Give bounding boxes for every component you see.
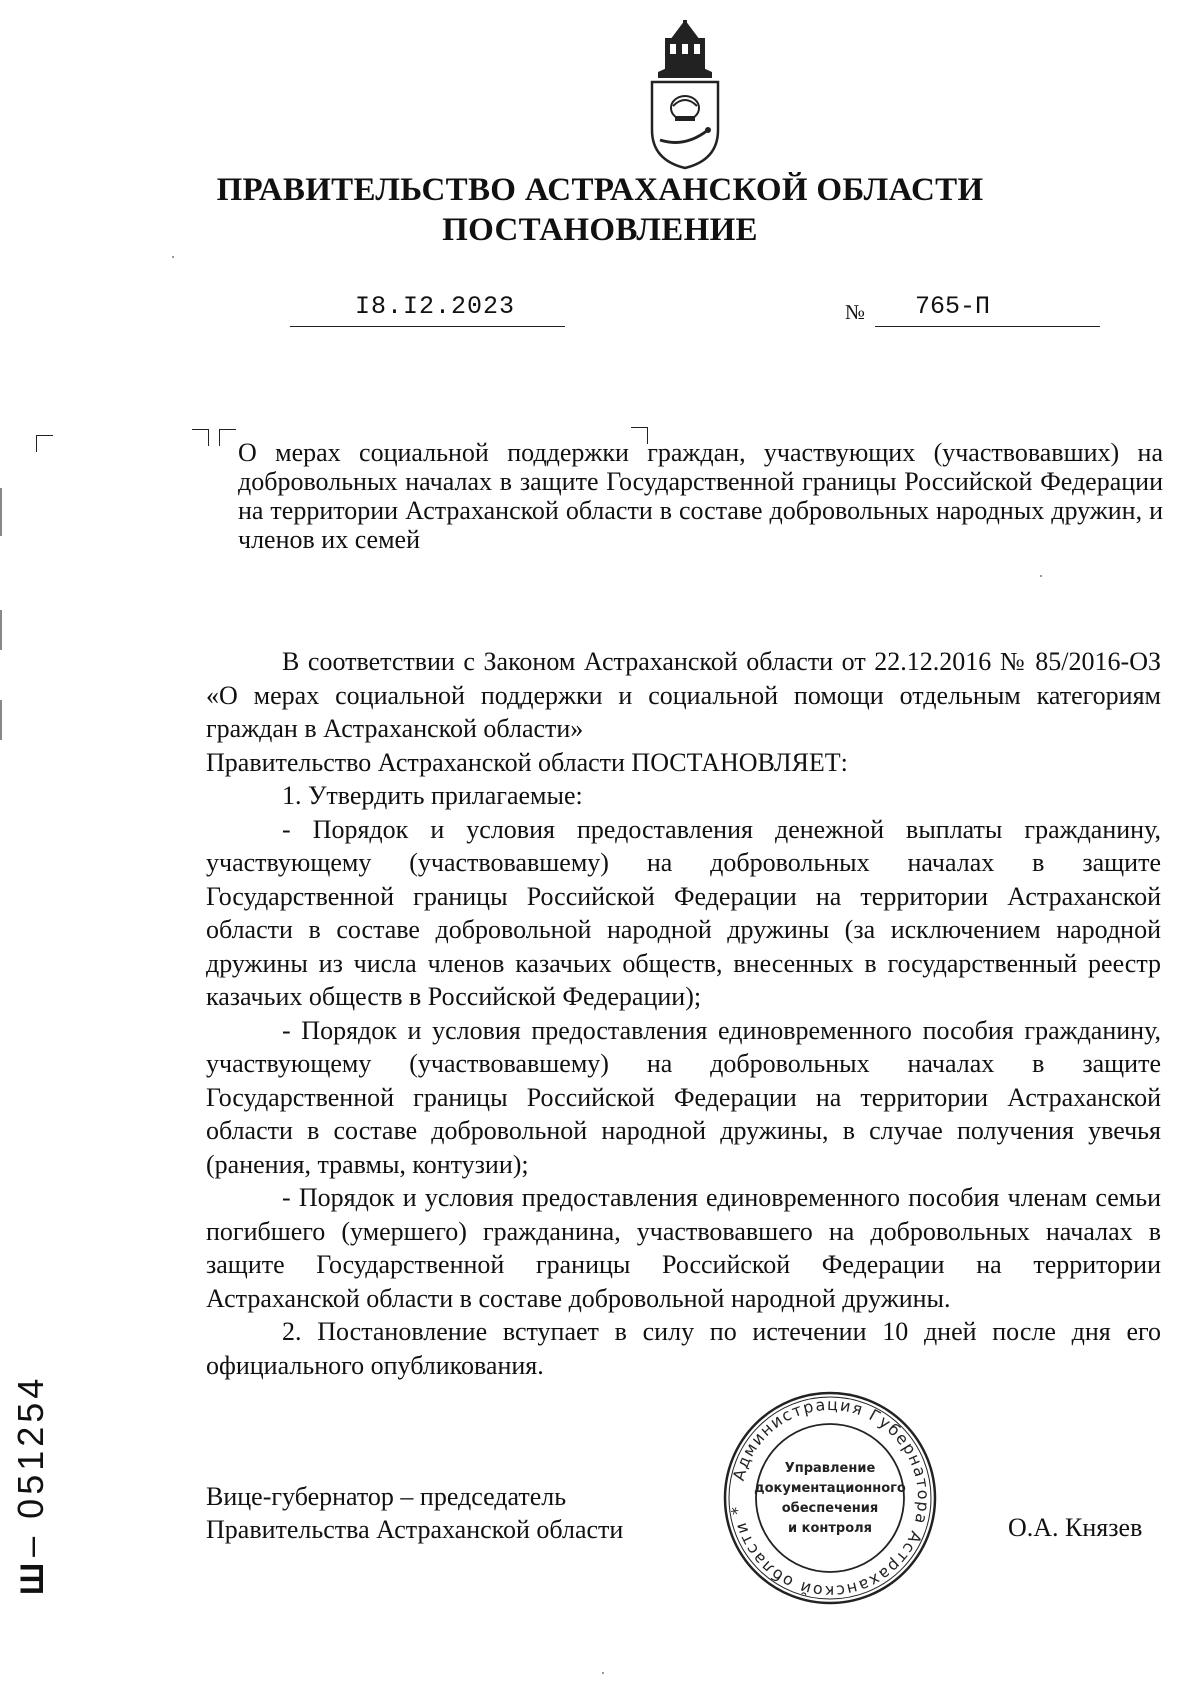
svg-text:и контроля: и контроля bbox=[787, 1521, 873, 1536]
side-number-prefix: Ш bbox=[14, 1562, 50, 1595]
side-number-digits: – 051254 bbox=[10, 1374, 51, 1557]
body-paragraph-resolves: Правительство Астраханской области ПОСТАНОВЛЯЕТ: bbox=[206, 747, 848, 777]
document-subject: О мерах социальной поддержки граждан, участвующих (участвовавших) на добровольных началах в защите Государственной границы Российской Федерации на территории Астраханской области в составе добровольных народных дружин, и членов их семей bbox=[238, 438, 1163, 554]
svg-text:документационного: документационного bbox=[754, 1481, 906, 1496]
body-paragraph-item-2: 2. Постановление вступает в силу по истечении 10 дней после дня его официального опубликования. bbox=[206, 1317, 1161, 1380]
official-stamp bbox=[720, 1388, 940, 1608]
signatory-name: О.А. Князев bbox=[1008, 1513, 1143, 1542]
body-paragraph-order-payment: - Порядок и условия предоставления денежной выплаты гражданину, участвующему (участвовавшему) на добровольных началах в защите Государственной границы Российской Федерации на территории Астраханской области в составе добровольной народной дружины (за исключением народной дружины из числа членов казачьих обществ, внесенных в государственный реестр казачьих обществ в Российской Федерации); bbox=[206, 814, 1161, 1011]
subject-corner-mark-left-a bbox=[192, 429, 209, 446]
margin-corner-mark bbox=[36, 435, 53, 452]
scan-edge-mark bbox=[0, 610, 2, 650]
date-field bbox=[290, 292, 565, 327]
signatory-position bbox=[206, 1480, 623, 1546]
body-paragraph-legal-basis: В соответствии с Законом Астраханской области от 22.12.2016 № 85/2016-ОЗ «О мерах социальной поддержки и социальной помощи отдельным категориям граждан в Астраханской области» bbox=[206, 647, 1161, 743]
body-paragraph-order-family-allowance: - Порядок и условия предоставления единовременного пособия членам семьи погибшего (умершего) гражданина, участвовавшего на добровольных началах в защите Государственной границы Российской Федерации на территории Астраханской области в составе добровольной народной дружины. bbox=[206, 1183, 1161, 1313]
document-body bbox=[206, 645, 1161, 1382]
side-registration-number bbox=[10, 1375, 52, 1595]
svg-text:Управление: Управление bbox=[784, 1461, 876, 1476]
organization-title: ПРАВИТЕЛЬСТВО АСТРАХАНСКОЙ ОБЛАСТИ bbox=[216, 172, 984, 208]
scan-edge-mark bbox=[0, 700, 2, 740]
signatory-position-line-1: Вице-губернатор – председатель bbox=[206, 1482, 567, 1511]
document-number: 765-П bbox=[915, 292, 991, 321]
coat-of-arms-emblem bbox=[640, 20, 730, 170]
scan-speck bbox=[172, 256, 174, 258]
subject-corner-mark-left-b bbox=[219, 429, 236, 446]
scan-speck bbox=[602, 1672, 604, 1674]
number-sign: № bbox=[845, 300, 866, 324]
document-type-title: ПОСТАНОВЛЕНИЕ bbox=[442, 212, 758, 248]
scan-speck bbox=[1040, 575, 1042, 577]
document-date: I8.I2.2023 bbox=[355, 292, 516, 321]
svg-text:обеспечения: обеспечения bbox=[781, 1501, 879, 1516]
number-field bbox=[875, 292, 1100, 327]
body-paragraph-order-injury-allowance: - Порядок и условия предоставления единовременного пособия гражданину, участвующему (участвовавшему) на добровольных началах в защите Государственной границы Российской Федерации на территории Астраханской области в составе добровольной народной дружины, в случае получения увечья (ранения, травмы, контузии); bbox=[206, 1015, 1161, 1179]
svg-text:Администрация Губернатора Астр: Администрация Губернатора Астраханской области * bbox=[727, 1394, 934, 1602]
scan-edge-mark bbox=[0, 488, 2, 536]
body-paragraph-item-1: 1. Утвердить прилагаемые: bbox=[282, 781, 583, 810]
signatory-position-line-2: Правительства Астраханской области bbox=[206, 1515, 624, 1544]
